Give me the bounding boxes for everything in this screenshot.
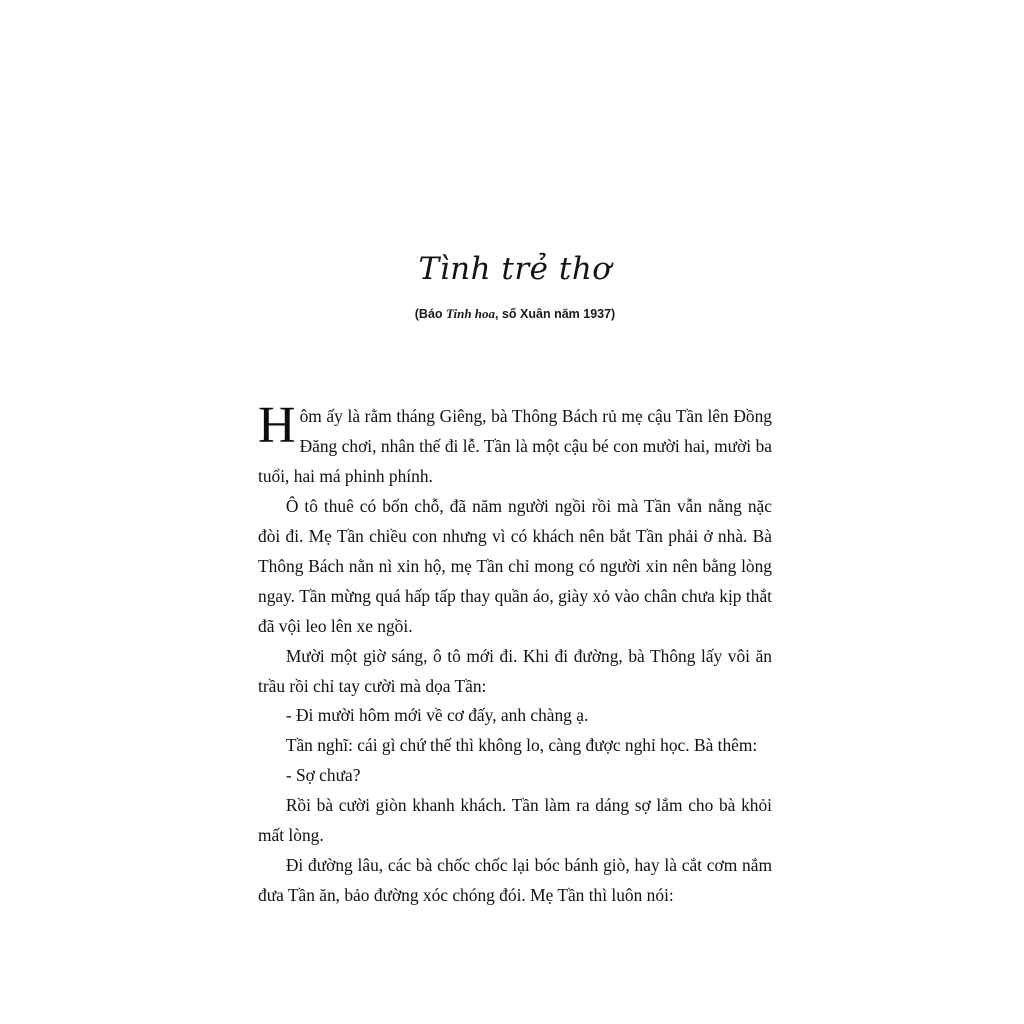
paragraph: Mười một giờ sáng, ô tô mới đi. Khi đi đường, bà Thông lấy vôi ăn trầu rồi chỉ tay cười mà dọa Tần: — [258, 645, 772, 696]
page-title: Tình trẻ thơ — [418, 251, 612, 287]
body-text — [258, 397, 772, 911]
paragraph-text: ôm ấy là rằm tháng Giêng, bà Thông Bách rủ mẹ cậu Tần lên Đồng Đăng chơi, nhân thế đi lễ. Tần là một cậu bé con mười hai, mười ba tuổi, hai má phinh phính. — [258, 406, 772, 486]
drop-cap: H — [258, 397, 296, 455]
page-content — [258, 0, 772, 911]
publication-note — [258, 306, 772, 322]
publication-prefix: (Báo — [414, 307, 447, 322]
paragraph: Ô tô thuê có bốn chỗ, đã năm người ngồi rồi mà Tần vẫn nằng nặc đòi đi. Mẹ Tần chiều con nhưng vì có khách nên bắt Tần phải ở nhà. Bà Thông Bách nằn nì xin hộ, mẹ Tần chỉ mong có người xin nên bằng lòng ngay. Tần mừng quá hấp tấp thay quần áo, giày xỏ vào chân chưa kịp thắt đã vội leo lên xe ngồi. — [258, 495, 772, 636]
paragraph — [258, 397, 772, 492]
dialogue-line: - Đi mười hôm mới về cơ đấy, anh chàng ạ. — [285, 705, 589, 726]
publication-suffix: , số Xuân năm 1937) — [495, 307, 616, 322]
paragraph: Tần nghĩ: cái gì chứ thế thì không lo, càng được nghỉ học. Bà thêm: — [285, 735, 758, 756]
dialogue-line: - Sợ chưa? — [285, 765, 361, 786]
publication-source: Tinh hoa — [446, 306, 496, 322]
paragraph: Rồi bà cười giòn khanh khách. Tần làm ra dáng sợ lắm cho bà khỏi mất lòng. — [258, 795, 772, 846]
paragraph: Đi đường lâu, các bà chốc chốc lại bóc bánh giò, hay là cắt cơm nắm đưa Tần ăn, bảo đường xóc chóng đói. Mẹ Tần thì luôn nói: — [258, 855, 772, 906]
